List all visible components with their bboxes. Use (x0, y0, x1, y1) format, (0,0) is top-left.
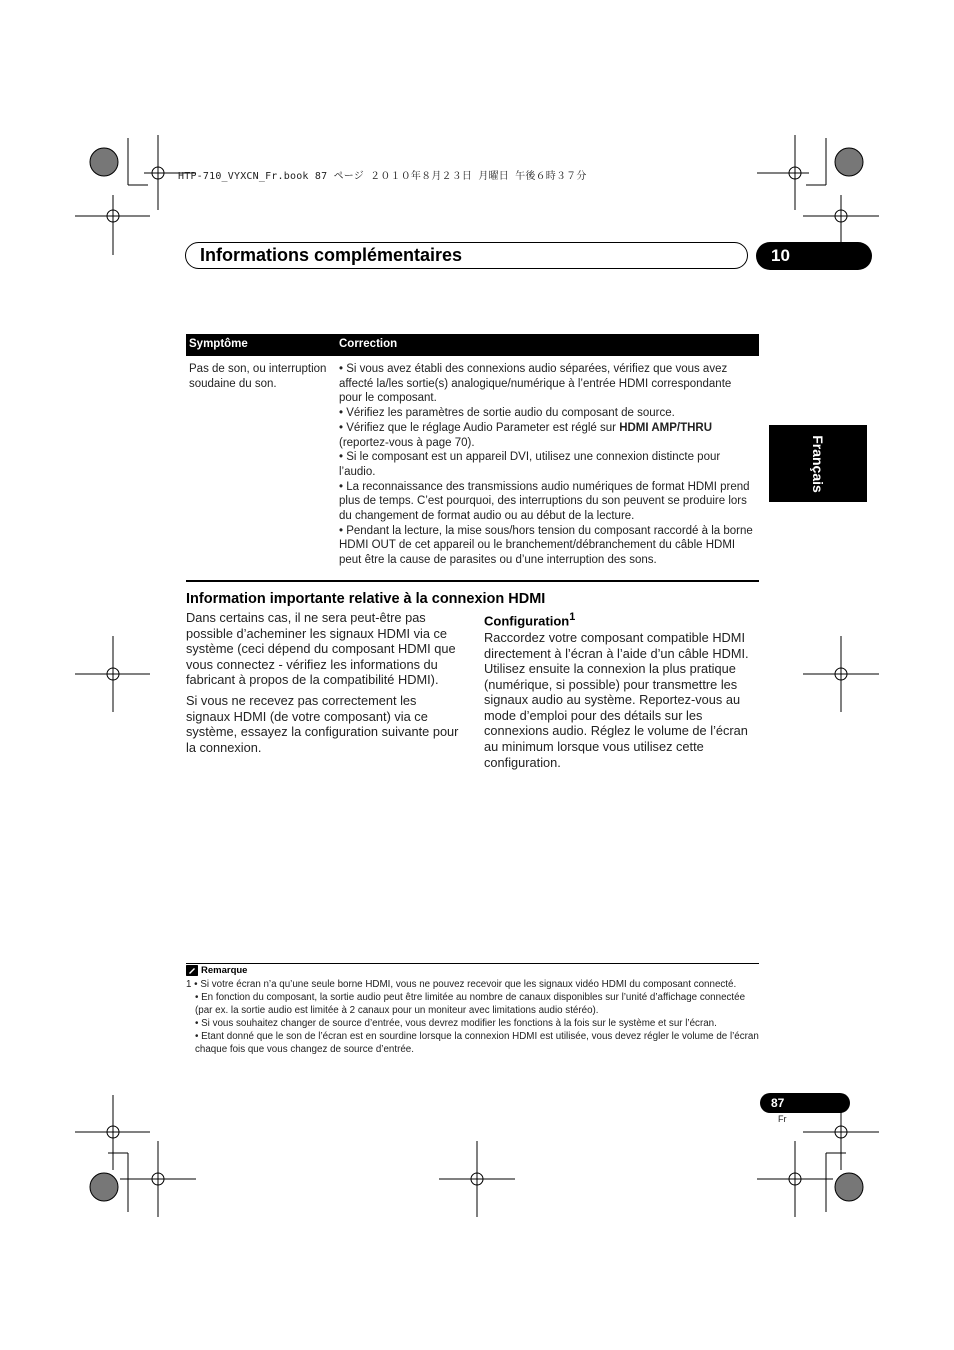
paragraph: Raccordez votre composant compatible HDMI directement à l’écran à l’aide d’un câble HDMI. Utilisez ensuite la connexion la plus pratique (numérique, si possible) pour transmettre les signaux audio au système. Reportez-vous au mode d’emploi pour des détails sur les connexions audio. Réglez le volume de l’écran au minimum lorsque vous utilisez cette configuration. (484, 629, 749, 770)
registration-mark-icon (75, 135, 196, 255)
footnote: • En fonction du composant, la sortie audio peut être limitée au nombre de canaux disponibles sur l’unité d’affichage connectée (par ex. la sortie audio est limitée à 2 canaux pour un moniteur avec limitations audio stéréo). (195, 992, 746, 1016)
page-language: Fr (778, 1114, 787, 1124)
correction-item: • Pendant la lecture, la mise sous/hors tension du composant raccordé à la borne HDMI OUT de cet appareil ou le branchement/débranchement du câble HDMI peut être la cause de parasites ou d’une interruption des sons. (339, 524, 753, 567)
left-column (186, 610, 464, 760)
footnote: • Si vous souhaitez changer de source d’entrée, vous devrez modifier les fonctions à la fois sur le système et sur l’écran. (195, 1018, 717, 1029)
section-title: Informations complémentaires (200, 245, 463, 265)
note-heading-text: Remarque (201, 965, 248, 976)
table-row (186, 356, 759, 570)
correction-cell (336, 356, 759, 570)
footnote: 1 • Si votre écran n’a qu’une seule borne HDMI, vous ne pouvez recevoir que les signaux vidéo HDMI du composant connecté. (186, 979, 737, 990)
language-tab-label: Français (810, 434, 826, 493)
section-heading: Information importante relative à la connexion HDMI (186, 591, 546, 607)
footnotes (186, 978, 761, 1056)
registration-mark-icon (757, 1095, 879, 1217)
column-header-symptom: Symptôme (186, 334, 336, 356)
language-tab (769, 425, 867, 502)
divider (186, 580, 759, 582)
correction-item: • Si vous avez établi des connexions audio séparées, vérifiez que vous avez affecté la/les sortie(s) analogique/numérique à l’entrée HDMI correspondante pour le composant. (339, 363, 732, 405)
page-number: 87 (760, 1093, 850, 1113)
correction-text: (reportez-vous à page 70). (339, 436, 475, 449)
setting-name: HDMI AMP/THRU (619, 421, 713, 434)
footnote-marker: 1 (569, 611, 576, 623)
symptom-cell: Pas de son, ou interruption soudaine du son. (189, 363, 327, 390)
config-heading (484, 610, 762, 629)
paragraph: Si vous ne recevez pas correctement les signaux HDMI (de votre composant) via ce système, essayez la configuration suivante pour la connexion. (186, 692, 459, 755)
paragraph: Dans certains cas, il ne sera peut-être pas possible d’acheminer les signaux HDMI via ce système (ceci dépend du composant HDMI que vous connectez - vérifiez les informations du fabricant à propos de la compatibilité HDMI). (186, 610, 456, 688)
config-heading-text: Configuration (484, 613, 570, 629)
note-pen-icon (186, 965, 198, 976)
registration-mark-icon (75, 1095, 196, 1217)
correction-item (339, 421, 756, 450)
registration-mark-icon (439, 1141, 515, 1217)
divider (186, 963, 759, 964)
registration-mark-icon (757, 135, 879, 255)
print-file-line: HTP-710_VYXCN_Fr.book 87 ページ ２０１０年８月２３日 月曜日 午後６時３７分 (178, 171, 587, 182)
correction-item: • Si le composant est un appareil DVI, utilisez une connexion distincte pour l’audio. (339, 451, 721, 478)
footnote: • Etant donné que le son de l’écran est en sourdine lorsque la connexion HDMI est utilisée, vous devez régler le volume de l’écran chaque fois que vous changez de source d’entrée. (195, 1031, 759, 1055)
column-header-correction: Correction (336, 334, 759, 356)
correction-text: • Vérifiez que le réglage Audio Parameter est réglé sur (339, 421, 620, 434)
correction-item: • La reconnaissance des transmissions audio numériques de format HDMI prend plus de temps. C’est pourquoi, des interruptions du son peuvent se produire lors du changement de format audio ou au début de la lecture. (339, 480, 750, 523)
correction-item: • Vérifiez les paramètres de sortie audio du composant de source. (339, 407, 675, 420)
chapter-number: 10 (756, 242, 872, 270)
right-column (484, 610, 762, 775)
note-heading (186, 965, 247, 976)
troubleshooting-table (186, 334, 759, 570)
